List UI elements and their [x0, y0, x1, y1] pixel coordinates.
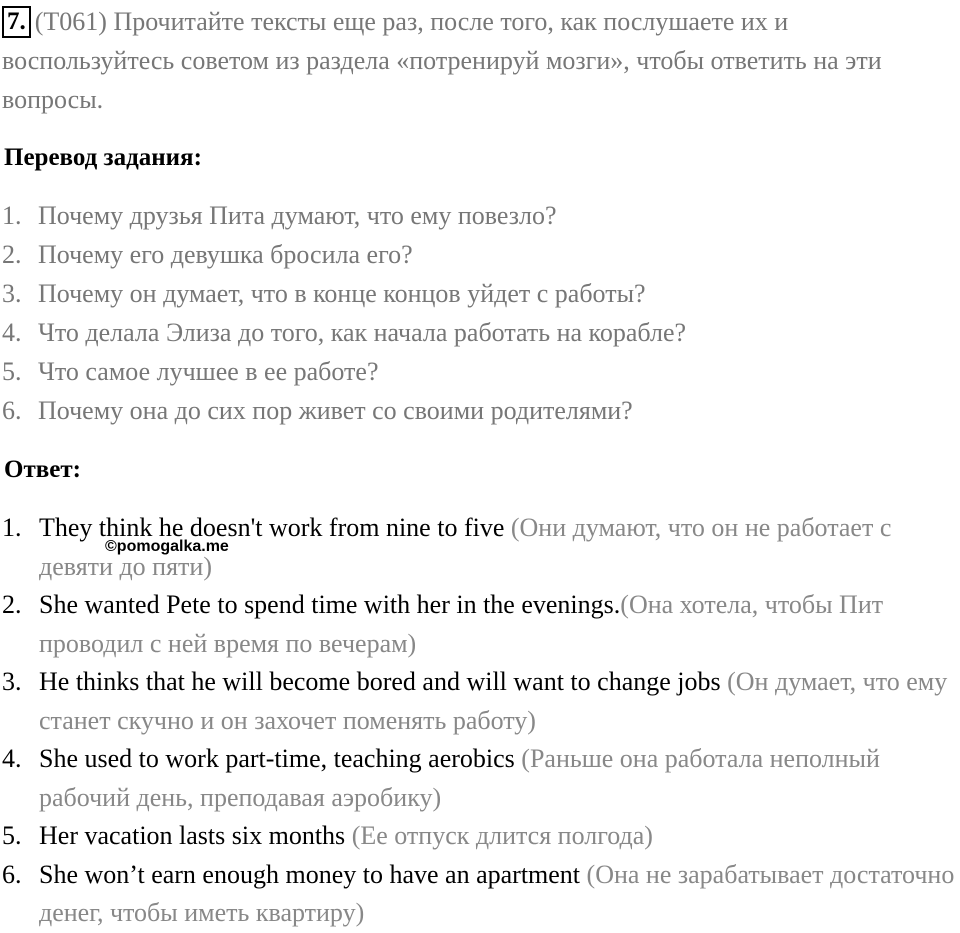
answer-number: 1. [2, 513, 22, 542]
question-list [0, 196, 960, 430]
question-text: Что самое лучшее в ее работе? [38, 357, 379, 386]
question-item [0, 391, 960, 430]
answer-list [0, 509, 958, 933]
answer-russian: (Он думает, что ему станет скучно и он захочет поменять работу) [39, 667, 948, 735]
question-text: Почему он думает, что в конце концов уйдет с работы? [38, 279, 646, 308]
task-number-box: 7. [2, 6, 31, 38]
translation-heading: Перевод задания: [4, 144, 202, 171]
task-statement [2, 2, 954, 119]
question-text: Что делала Элиза до того, как начала работать на корабле? [38, 318, 687, 347]
answer-english: He thinks that he will become bored and will want to change jobs [39, 667, 721, 696]
question-item [0, 235, 960, 274]
answer-russian: (Она не зарабатывает достаточно денег, чтобы иметь квартиру) [39, 859, 955, 927]
question-text: Почему она до сих пор живет со своими родителями? [38, 396, 633, 425]
question-number: 5. [2, 357, 22, 386]
answer-russian: (Она хотела, чтобы Пит проводил с ней время по вечерам) [39, 590, 884, 658]
question-item [0, 313, 960, 352]
answer-english: She won’t earn enough money to have an apartment [39, 859, 581, 889]
watermark: ©pomogalka.me [105, 538, 229, 555]
answer-russian: (Раньше она работала неполный рабочий день, преподавая аэробику) [39, 744, 880, 812]
question-number: 1. [2, 201, 22, 230]
question-number: 3. [2, 279, 22, 308]
answer-number: 5. [2, 821, 22, 850]
answer-english: Her vacation lasts six months [39, 821, 346, 850]
answer-item [0, 856, 958, 933]
answer-number: 6. [2, 859, 22, 889]
answer-number: 3. [2, 667, 22, 696]
question-item [0, 274, 960, 313]
answer-number: 2. [2, 590, 22, 619]
question-number: 6. [2, 396, 22, 425]
answer-item [0, 586, 958, 663]
answer-number: 4. [2, 744, 22, 773]
question-text: Почему его девушка бросила его? [38, 240, 413, 269]
answer-russian: (Ее отпуск длится полгода) [351, 821, 653, 850]
answer-item [0, 663, 958, 740]
question-number: 2. [2, 240, 22, 269]
question-number: 4. [2, 318, 22, 347]
answer-english: She wanted Pete to spend time with her in the evenings. [39, 590, 621, 619]
answer-item [0, 740, 958, 817]
answer-item [0, 817, 958, 856]
answer-english: They think he doesn't work from nine to five [39, 513, 505, 542]
question-item [0, 352, 960, 391]
task-text: (T061) Прочитайте тексты еще раз, после того, как послушаете их и воспользуйтесь советом из раздела «потренируй мозги», чтобы ответить на эти вопросы. [2, 7, 882, 114]
question-item [0, 196, 960, 235]
answer-russian: (Они думают, что он не работает с девяти до пяти) [39, 513, 892, 581]
answer-heading: Ответ: [4, 456, 81, 483]
question-text: Почему друзья Пита думают, что ему повезло? [38, 201, 557, 230]
answer-english: She used to work part-time, teaching aerobics [39, 744, 515, 773]
